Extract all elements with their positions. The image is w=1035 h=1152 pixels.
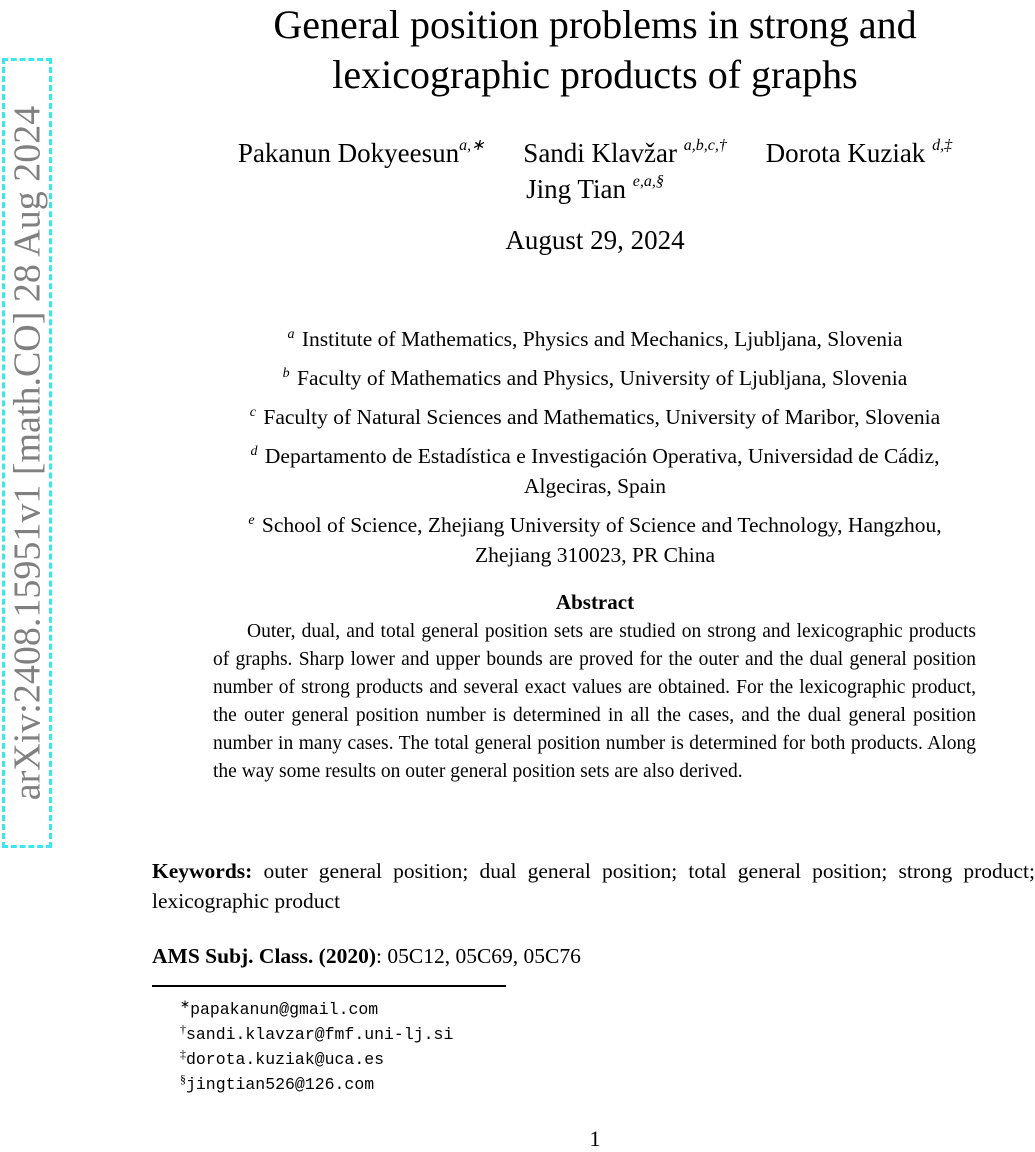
affiliation-mark: e xyxy=(248,513,255,528)
abstract-heading: Abstract xyxy=(555,590,635,614)
affiliation-mark: b xyxy=(282,366,290,381)
author-name: Sandi Klavžar xyxy=(523,138,677,168)
title-line-1: General position problems in strong and xyxy=(273,2,917,47)
author-marks: a,b,c,† xyxy=(683,137,727,154)
affiliation-text: School of Science, Zhejiang University of Science and Technology, Hangzhou, xyxy=(261,513,942,537)
footnote-email: sandi.klavzar@fmf.uni-lj.si xyxy=(186,1025,454,1044)
keywords-label: Keywords: xyxy=(152,859,253,883)
footnote-mark: ∗ xyxy=(180,997,191,1011)
affiliation-text: Zhejiang 310023, PR China xyxy=(474,543,716,567)
footnote xyxy=(180,1067,374,1097)
footnote-mark: ‡ xyxy=(180,1047,186,1061)
paper-title xyxy=(150,0,1035,100)
ams-label: AMS Subj. Class. (2020) xyxy=(152,944,376,968)
author-name: Pakanun Dokyeesun xyxy=(237,138,460,168)
affiliation xyxy=(160,506,1030,570)
author-marks: a,∗ xyxy=(459,137,485,154)
arxiv-stamp xyxy=(2,58,52,848)
title-line-2: lexicographic products of graphs xyxy=(332,52,858,97)
author-name: Jing Tian xyxy=(526,174,626,204)
affiliation xyxy=(160,320,1030,354)
abstract-text: Outer, dual, and total general position sets are studied on strong and lexicographic products of graphs. Sharp lower and upper bounds are proved for the outer and the dual general position number of strong products and several exact values are obtained. For the lexicographic product, the outer general position number is determined in all the cases, and the dual general position number in many cases. The total general position number is determined for both products. Along the way some results on outer general position sets are also derived. xyxy=(213,621,976,782)
affiliation xyxy=(160,359,1030,393)
footnote-email: jingtian526@126.com xyxy=(186,1075,375,1094)
author-line-2 xyxy=(150,164,1035,207)
arxiv-stamp-text: arXiv:2408.15951v1 [math.CO] 28 Aug 2024 xyxy=(6,105,49,801)
footnote-mark: † xyxy=(180,1022,186,1036)
ams-codes: : 05C12, 05C69, 05C76 xyxy=(376,944,581,968)
author-name: Dorota Kuziak xyxy=(765,138,926,168)
affiliation-text: Faculty of Mathematics and Physics, University of Ljubljana, Slovenia xyxy=(297,366,908,390)
date: August 29, 2024 xyxy=(505,225,685,255)
keywords xyxy=(152,856,1035,916)
affiliation xyxy=(160,437,1030,501)
affiliation xyxy=(160,398,1030,432)
footnote-mark: § xyxy=(180,1072,186,1086)
affiliation-mark: a xyxy=(287,327,295,342)
affiliation-text: Algeciras, Spain xyxy=(523,474,667,498)
footnote-rule xyxy=(152,985,506,987)
affiliation-text: Departamento de Estadística e Investigación Operativa, Universidad de Cádiz, xyxy=(264,444,940,468)
affiliation-text: Institute of Mathematics, Physics and Mechanics, Ljubljana, Slovenia xyxy=(301,327,903,351)
affiliation-mark: c xyxy=(249,405,257,420)
author-marks: e,a,§ xyxy=(632,173,664,190)
page-number: 1 xyxy=(589,1126,601,1151)
author xyxy=(526,174,664,204)
affiliation-text: Faculty of Natural Sciences and Mathematics, University of Maribor, Slovenia xyxy=(263,405,941,429)
keywords-text: outer general position; dual general position; total general position; strong product; lexicographic product xyxy=(152,859,1035,913)
footnote-email: dorota.kuziak@uca.es xyxy=(186,1050,385,1069)
author-marks: d,‡ xyxy=(932,137,953,154)
ams-classification xyxy=(152,944,1035,969)
footnote-email: papakanun@gmail.com xyxy=(190,1000,379,1019)
affiliation-mark: d xyxy=(250,444,258,459)
